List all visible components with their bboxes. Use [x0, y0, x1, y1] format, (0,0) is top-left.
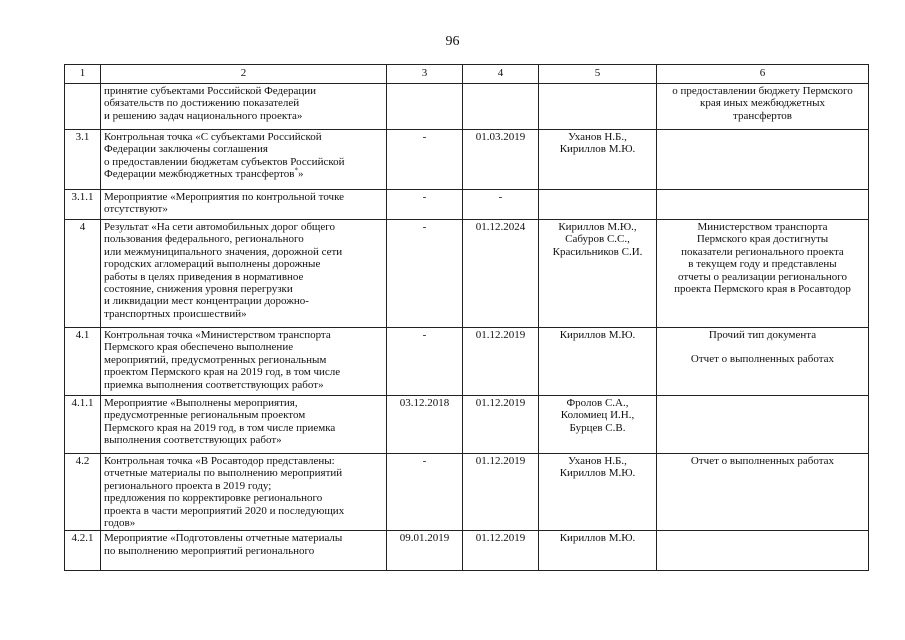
plan-table — [64, 64, 869, 571]
description-line: предусмотренные региональным проектом — [104, 409, 306, 422]
responsible-persons — [539, 220, 657, 328]
description-line: пользования федерального, регионального — [104, 233, 304, 246]
description-line: о предоставлении бюджетам субъектов Российской — [104, 155, 345, 168]
description-line: предложения по корректировке регионального — [104, 492, 323, 505]
responsible-name: Красильников С.И. — [552, 245, 643, 258]
result-line: Отчет о выполненных работах — [690, 353, 835, 366]
table-row — [65, 220, 869, 328]
responsible-name: Уханов Н.Б., — [568, 455, 627, 467]
end-date — [463, 84, 539, 130]
col-header: 2 — [101, 65, 387, 84]
responsible-persons — [539, 84, 657, 130]
row-number: 4.2.1 — [65, 531, 101, 571]
description-line: Пермского края обеспечено выполнение — [104, 341, 294, 354]
responsible-name: Кириллов М.Ю. — [559, 329, 636, 341]
start-date: - — [387, 190, 463, 220]
row-number: 3.1.1 — [65, 190, 101, 220]
result-line: проекта Пермского края в Росавтодор — [674, 283, 851, 296]
description-line: принятие субъектами Российской Федерации — [104, 85, 317, 97]
description-line: проекта в части мероприятий 2020 и последующих — [104, 504, 345, 517]
col-header: 6 — [657, 65, 869, 84]
result-document — [657, 454, 869, 531]
table-header-row — [65, 65, 869, 84]
start-date: - — [387, 220, 463, 328]
row-number: 4.2 — [65, 454, 101, 531]
description-line: мероприятий, предусмотренных региональным — [104, 353, 327, 366]
page-number: 96 — [445, 34, 460, 49]
result-document — [657, 130, 869, 190]
row-number: 4.1.1 — [65, 396, 101, 454]
description-line: и ликвидации мест концентрации дорожно- — [104, 295, 309, 308]
table-row — [65, 328, 869, 396]
description-line: и решению задач национального проекта» — [104, 109, 303, 122]
description-line: отсутствуют» — [104, 203, 168, 216]
event-description — [101, 454, 387, 531]
result-document — [657, 531, 869, 571]
event-description — [101, 328, 387, 396]
table-row — [65, 84, 869, 130]
description-line: работы в целях приведения в нормативное — [104, 270, 304, 283]
result-line: о предоставлении бюджету Пермского — [672, 85, 853, 97]
description-line: регионального проекта в 2019 году; — [104, 479, 272, 492]
end-date: 01.12.2019 — [463, 531, 539, 571]
responsible-name: Уханов Н.Б., — [568, 131, 627, 143]
event-description — [101, 220, 387, 328]
row-number — [65, 84, 101, 130]
responsible-name: Кириллов М.Ю. — [559, 143, 636, 156]
description-line: отчетные материалы по выполнению мероприятий — [104, 467, 343, 480]
description-line: годов» — [104, 517, 136, 530]
description-line: Контрольная точка «С субъектами Российской — [104, 131, 322, 143]
result-line: Министерством транспорта — [697, 221, 828, 233]
result-document — [657, 190, 869, 220]
description-line: проектом Пермского края на 2019 год, в том числе — [104, 366, 341, 379]
description-line: транспортных происшествий» — [104, 307, 247, 320]
description-line: Мероприятие «Подготовлены отчетные материалы — [104, 532, 343, 545]
result-line: Прочий тип документа — [708, 329, 817, 341]
footnote-mark: * — [294, 166, 298, 175]
result-line: отчеты о реализации регионального — [677, 270, 848, 283]
end-date: 01.12.2024 — [463, 220, 539, 328]
col-header: 4 — [463, 65, 539, 84]
description-line: Мероприятие «Выполнены мероприятия, — [104, 397, 298, 409]
responsible-persons — [539, 190, 657, 220]
end-date: 01.03.2019 — [463, 130, 539, 190]
description-line: или межмуниципального значения, дорожной сети — [104, 245, 343, 258]
description-line: Пермского края на 2019 год, в том числе приемка — [104, 421, 336, 434]
table-row — [65, 454, 869, 531]
row-number: 3.1 — [65, 130, 101, 190]
result-document — [657, 328, 869, 396]
table-row — [65, 130, 869, 190]
start-date: - — [387, 130, 463, 190]
result-line: в текущем году и представлены — [688, 258, 837, 271]
table-row — [65, 396, 869, 454]
description-line: Контрольная точка «Министерством транспорта — [104, 329, 331, 341]
responsible-name: Фролов С.А., — [566, 397, 629, 409]
description-line: Федерации межбюджетных трансфертов*» — [104, 166, 304, 181]
result-line: Пермского края достигнуты — [696, 233, 829, 246]
result-line: Отчет о выполненных работах — [690, 455, 835, 467]
event-description — [101, 130, 387, 190]
end-date: - — [463, 190, 539, 220]
result-document — [657, 84, 869, 130]
responsible-persons — [539, 454, 657, 531]
description-line: по выполнению мероприятий регионального — [104, 544, 315, 557]
row-number: 4 — [65, 220, 101, 328]
result-line: трансфертов — [733, 109, 792, 122]
responsible-persons — [539, 328, 657, 396]
table-row — [65, 531, 869, 571]
start-date: 03.12.2018 — [387, 396, 463, 454]
result-line: края иных межбюджетных — [699, 97, 826, 110]
responsible-name: Бурцев С.В. — [569, 421, 626, 434]
spacer — [660, 341, 865, 353]
description-line: выполнения соответствующих работ» — [104, 434, 282, 447]
start-date — [387, 84, 463, 130]
event-description — [101, 84, 387, 130]
result-document — [657, 396, 869, 454]
result-line: показатели регионального проекта — [681, 245, 844, 258]
start-date: 09.01.2019 — [387, 531, 463, 571]
responsible-name: Кириллов М.Ю. — [559, 532, 636, 545]
col-header: 1 — [65, 65, 101, 84]
col-header: 5 — [539, 65, 657, 84]
responsible-name: Коломиец И.Н., — [560, 409, 635, 422]
responsible-persons — [539, 130, 657, 190]
start-date: - — [387, 328, 463, 396]
responsible-persons — [539, 396, 657, 454]
description-line: Результат «На сети автомобильных дорог общего — [104, 221, 335, 233]
end-date: 01.12.2019 — [463, 396, 539, 454]
row-number: 4.1 — [65, 328, 101, 396]
responsible-name: Сабуров С.С., — [565, 233, 630, 246]
end-date: 01.12.2019 — [463, 454, 539, 531]
description-line: обязательств по достижению показателей — [104, 97, 300, 110]
description-line: приемка выполнения соответствующих работ» — [104, 378, 324, 391]
table-row — [65, 190, 869, 220]
responsible-name: Кириллов М.Ю. — [559, 467, 636, 480]
result-document — [657, 220, 869, 328]
event-description — [101, 396, 387, 454]
description-line: Контрольная точка «В Росавтодор представлены: — [104, 455, 335, 467]
event-description — [101, 531, 387, 571]
description-line: состояние, снижения уровня перегрузки — [104, 283, 293, 296]
event-description — [101, 190, 387, 220]
description-line: Федерации заключены соглашения — [104, 143, 268, 156]
start-date: - — [387, 454, 463, 531]
responsible-name: Кириллов М.Ю., — [558, 221, 637, 233]
responsible-persons — [539, 531, 657, 571]
col-header: 3 — [387, 65, 463, 84]
end-date: 01.12.2019 — [463, 328, 539, 396]
description-line: Мероприятие «Мероприятия по контрольной точке — [104, 191, 345, 203]
description-line: городских агломераций выполнены дорожные — [104, 258, 321, 271]
